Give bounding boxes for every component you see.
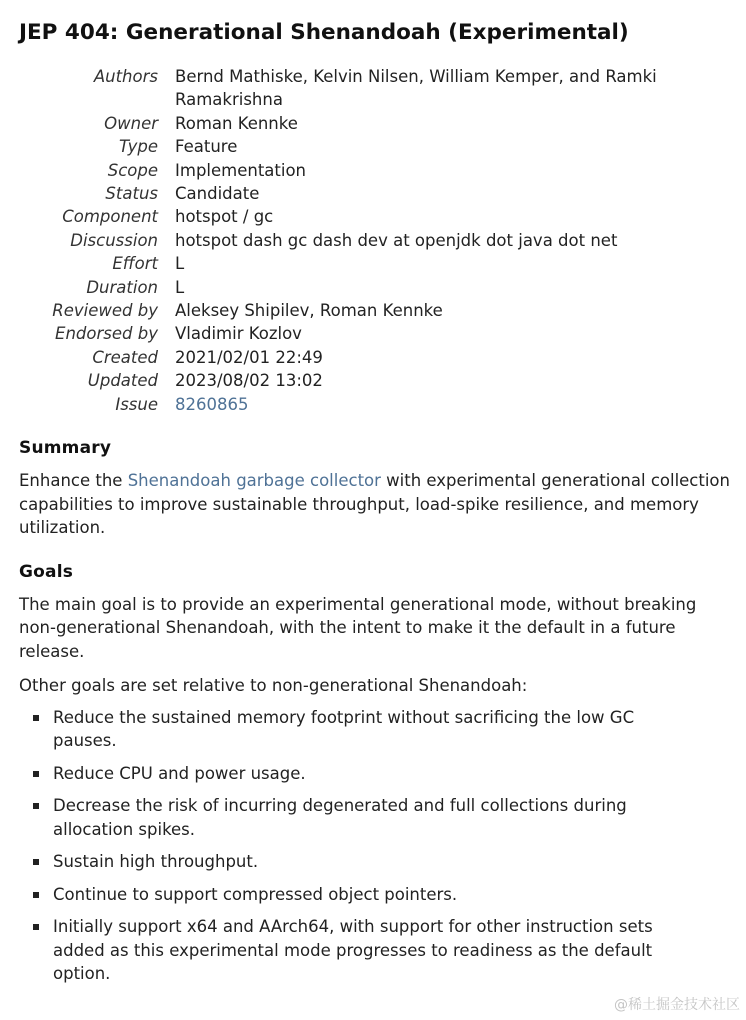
issue-link[interactable]: 8260865: [175, 394, 249, 414]
metadata-value: Bernd Mathiske, Kelvin Nilsen, William Kemper, and Ramki Ramakrishna: [175, 67, 657, 110]
metadata-row: [19, 229, 675, 252]
bullet-icon: [33, 859, 39, 865]
metadata-value: Implementation: [175, 160, 307, 180]
metadata-key: Duration: [86, 277, 158, 297]
metadata-key: Effort: [112, 254, 158, 274]
list-item: [19, 706, 673, 753]
bullet-icon: [33, 803, 39, 809]
metadata-key: Endorsed by: [55, 324, 158, 344]
metadata-value: Candidate: [175, 184, 260, 204]
list-item: [19, 850, 673, 874]
metadata-key: Discussion: [70, 230, 158, 250]
metadata-value: Feature: [175, 137, 238, 157]
metadata-key: Status: [105, 184, 158, 204]
metadata-row: [19, 159, 675, 182]
metadata-key: Authors: [93, 67, 158, 86]
summary-heading: Summary: [19, 438, 112, 459]
page-title: JEP 404: Generational Shenandoah (Experimental): [19, 20, 629, 45]
metadata-key: Issue: [115, 394, 158, 414]
metadata-row: [19, 369, 675, 392]
metadata-value: 2023/08/02 13:02: [175, 371, 323, 391]
metadata-key: Owner: [104, 113, 158, 133]
metadata-row: [19, 252, 675, 275]
metadata-key: Reviewed by: [52, 301, 158, 321]
list-item: [19, 794, 673, 841]
summary-text-after: with experimental generational collection capabilities to improve sustainable throughput, load-spike resilience, and memory utilization.: [19, 471, 730, 538]
metadata-row: [19, 322, 675, 345]
list-item: [19, 915, 673, 986]
shenandoah-link[interactable]: Shenandoah garbage collector: [127, 471, 381, 491]
bullet-icon: [33, 771, 39, 777]
summary-paragraph: [19, 469, 731, 540]
metadata-key: Scope: [107, 160, 158, 180]
list-item-text: Decrease the risk of incurring degenerated and full collections during allocation spikes.: [53, 796, 627, 839]
list-item-text: Reduce the sustained memory footprint without sacrificing the low GC pauses.: [53, 707, 635, 751]
bullet-icon: [33, 892, 39, 898]
metadata-key: Type: [118, 137, 158, 157]
metadata-value: L: [175, 277, 185, 297]
metadata-row: [19, 135, 675, 158]
goals-paragraph: The main goal is to provide an experimental generational mode, without breaking non-generational Shenandoah, with the intent to make it the default in a future release.: [19, 594, 697, 661]
goals-heading: Goals: [19, 561, 74, 582]
metadata-key: Created: [92, 347, 158, 367]
summary-text-before: Enhance the: [19, 471, 128, 491]
metadata-row: [19, 346, 675, 369]
metadata-value: Roman Kennke: [175, 113, 298, 133]
metadata-value: hotspot dash gc dash dev at openjdk dot java dot net: [175, 230, 618, 250]
list-item-text: Sustain high throughput.: [53, 852, 259, 872]
goals-paragraph: Other goals are set relative to non-generational Shenandoah:: [19, 676, 528, 696]
metadata-key: Component: [62, 207, 158, 227]
bullet-icon: [33, 715, 39, 721]
metadata-key: Updated: [87, 371, 158, 391]
metadata-value: Aleksey Shipilev, Roman Kennke: [175, 301, 443, 321]
list-item-text: Continue to support compressed object pointers.: [53, 884, 458, 904]
metadata-row: [19, 276, 675, 299]
list-item-text: Reduce CPU and power usage.: [53, 763, 306, 783]
metadata-row: [19, 205, 675, 228]
goals-list: [19, 706, 731, 986]
metadata-row: [19, 299, 675, 322]
metadata-table: [19, 65, 675, 416]
list-item-text: Initially support x64 and AArch64, with support for other instruction sets added as this experimental mode progresses to readiness as the default option.: [53, 917, 653, 984]
metadata-row: [19, 182, 675, 205]
metadata-value: hotspot / gc: [175, 207, 274, 227]
metadata-row: [19, 65, 675, 112]
metadata-value: L: [175, 254, 185, 274]
metadata-value: 2021/02/01 22:49: [175, 347, 323, 367]
jep-page: [19, 16, 731, 995]
list-item: [19, 762, 673, 786]
bullet-icon: [33, 924, 39, 930]
list-item: [19, 883, 673, 907]
metadata-value: Vladimir Kozlov: [175, 324, 302, 344]
metadata-row: [19, 393, 675, 416]
metadata-row: [19, 112, 675, 135]
metadata-value-issue: [175, 393, 675, 416]
watermark: @稀土掘金技术社区: [614, 997, 740, 1013]
